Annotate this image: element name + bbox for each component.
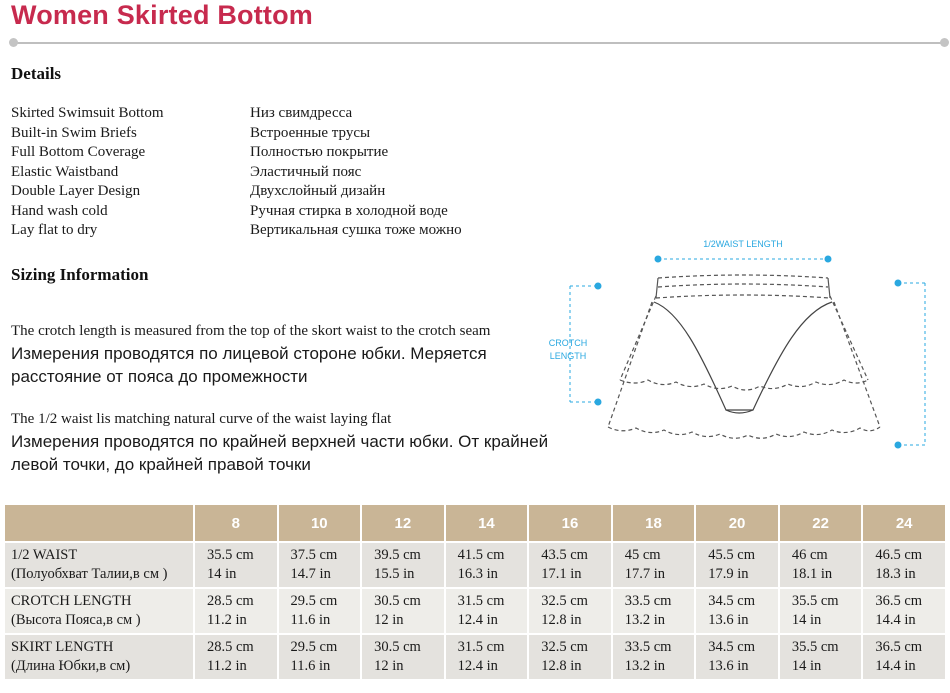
feature-en: Hand wash cold	[11, 202, 108, 219]
skirt-measure-dot-bottom	[895, 442, 901, 448]
size-chart-table	[3, 503, 947, 681]
size-header: 8	[195, 505, 277, 541]
skirt-measurement-diagram	[540, 232, 945, 457]
value-in: 12.8 in	[541, 658, 582, 674]
waist-description-ru-line: Измерения проводятся по крайней верхней части юбки. От крайней	[11, 432, 549, 451]
measurement-value	[446, 543, 528, 587]
feature-ru: Двухслойный дизайн	[250, 183, 386, 199]
table-row	[5, 543, 945, 587]
feature-ru: Полностью покрытие	[250, 144, 389, 160]
value-cm: 37.5 cm	[290, 547, 338, 563]
skirt-upper-right	[830, 296, 868, 380]
skirt-lower-hem	[608, 427, 880, 438]
value-cm: 32.5 cm	[541, 593, 588, 609]
value-in: 11.2 in	[207, 612, 247, 628]
value-in: 14 in	[791, 658, 822, 674]
size-header-row	[5, 505, 945, 541]
value-in: 17.9 in	[708, 566, 749, 582]
value-cm: 46.5 cm	[875, 547, 923, 563]
value-cm: 35.5 cm	[791, 639, 839, 655]
table-row	[5, 589, 945, 633]
measurement-label-ru: (Высота Пояса,в см )	[11, 612, 141, 628]
waistband-bottom	[656, 295, 830, 298]
measurement-value	[696, 543, 778, 587]
skirt-measure-dot-top	[895, 280, 901, 286]
value-cm: 32.5 cm	[541, 639, 588, 655]
waist-description-en: The 1/2 waist lis matching natural curve of the waist laying flat	[11, 411, 392, 427]
value-cm: 35.5 cm	[207, 547, 254, 563]
value-cm: 35.5 cm	[791, 593, 839, 609]
value-in: 18.1 in	[791, 566, 833, 582]
measurement-value	[279, 589, 361, 633]
value-in: 11.2 in	[207, 658, 247, 674]
measurement-label	[5, 589, 193, 633]
measurement-value	[195, 589, 277, 633]
measurement-label-en: CROTCH LENGTH	[11, 593, 132, 609]
feature-en: Elastic Waistband	[11, 163, 119, 180]
divider-dot-right	[940, 38, 949, 47]
waist-description-ru	[11, 430, 548, 476]
skirt-upper-left	[620, 296, 656, 380]
value-cm: 36.5 cm	[875, 593, 923, 609]
value-in: 13.6 in	[708, 612, 749, 628]
measurement-value	[446, 589, 528, 633]
skirt-lower-right	[834, 302, 880, 427]
value-in: 13.2 in	[624, 612, 666, 628]
value-cm: 36.5 cm	[875, 639, 923, 655]
size-header: 10	[279, 505, 361, 541]
title-divider	[13, 42, 945, 44]
crotch-measure-dot-bottom	[595, 399, 601, 405]
size-header: 12	[362, 505, 444, 541]
measurement-label	[5, 635, 193, 679]
waistband-mid	[658, 284, 828, 287]
value-cm: 43.5 cm	[541, 547, 588, 563]
value-cm: 41.5 cm	[457, 547, 505, 563]
value-cm: 29.5 cm	[290, 593, 338, 609]
measurement-value	[195, 543, 277, 587]
value-in: 12 in	[374, 658, 404, 674]
value-cm: 45 cm	[624, 547, 661, 563]
skirt-lower-left	[608, 302, 652, 427]
table-row	[5, 635, 945, 679]
crotch-description-ru	[11, 342, 487, 388]
crotch-length-label-1: CROTCH	[548, 338, 588, 348]
measurement-value	[780, 635, 862, 679]
measurement-value	[696, 589, 778, 633]
measurement-value	[279, 543, 361, 587]
value-in: 12 in	[374, 612, 404, 628]
waist-measure-dot-right	[825, 256, 831, 262]
feature-en: Full Bottom Coverage	[11, 144, 146, 160]
measurement-value	[362, 635, 444, 679]
crotch-description-ru-line: Измерения проводятся по лицевой стороне юбки. Меряется	[11, 344, 487, 363]
divider-dot-left	[9, 38, 18, 47]
value-in: 13.2 in	[624, 658, 666, 674]
feature-ru: Ручная стирка в холодной воде	[250, 202, 448, 219]
page-title: Women Skirted Bottom	[11, 0, 314, 30]
value-cm: 46 cm	[791, 547, 828, 563]
features-list-ru	[250, 104, 462, 241]
value-cm: 45.5 cm	[708, 547, 755, 563]
measurement-value	[529, 543, 611, 587]
value-in: 14 in	[207, 566, 237, 582]
value-cm: 30.5 cm	[374, 639, 421, 655]
value-in: 15.5 in	[374, 566, 415, 582]
measurement-label-ru: (Длина Юбки,в см)	[11, 658, 131, 674]
measurement-value	[863, 543, 945, 587]
measurement-value	[529, 589, 611, 633]
value-in: 12.4 in	[457, 612, 498, 628]
header-corner	[5, 505, 193, 541]
size-header: 20	[696, 505, 778, 541]
skirt-upper-hem	[620, 380, 868, 390]
crotch-measure-dot-top	[595, 283, 601, 289]
feature-ru: Низ свимдресса	[250, 105, 353, 121]
measurement-label	[5, 543, 193, 587]
value-cm: 28.5 cm	[207, 639, 254, 655]
waist-measure-dot-left	[655, 256, 661, 262]
feature-ru: Вертикальная сушка тоже можно	[250, 222, 462, 238]
value-in: 13.6 in	[708, 658, 749, 674]
measurement-value	[195, 635, 277, 679]
crotch-description-en: The crotch length is measured from the top of the skort waist to the crotch seam	[11, 323, 491, 339]
sizing-heading: Sizing Information	[11, 265, 149, 284]
size-header: 18	[613, 505, 695, 541]
value-cm: 33.5 cm	[624, 593, 672, 609]
value-in: 14.4 in	[875, 658, 916, 674]
measurement-value	[362, 589, 444, 633]
features-list-en	[11, 104, 164, 241]
size-header: 24	[863, 505, 945, 541]
waist-description-ru-line: левой точки, до крайней правой точки	[11, 455, 311, 474]
value-in: 14.7 in	[290, 566, 331, 582]
value-in: 16.3 in	[457, 566, 498, 582]
value-in: 11.6 in	[290, 658, 331, 674]
measurement-value	[446, 635, 528, 679]
measurement-label-en: SKIRT LENGTH	[11, 639, 114, 655]
measurement-value	[780, 543, 862, 587]
measurement-label-en: 1/2 WAIST	[11, 547, 78, 563]
value-in: 17.1 in	[541, 566, 582, 582]
size-header: 22	[780, 505, 862, 541]
feature-en: Lay flat to dry	[11, 222, 98, 238]
size-header: 14	[446, 505, 528, 541]
measurement-value	[613, 543, 695, 587]
value-in: 18.3 in	[875, 566, 916, 582]
value-in: 17.7 in	[624, 566, 666, 582]
size-header: 16	[529, 505, 611, 541]
value-in: 12.4 in	[457, 658, 498, 674]
feature-en: Built-in Swim Briefs	[11, 124, 137, 141]
feature-ru: Встроенные трусы	[250, 124, 371, 141]
details-heading: Details	[11, 64, 62, 83]
measurement-value	[696, 635, 778, 679]
brief-outline	[654, 302, 832, 410]
value-cm: 31.5 cm	[457, 639, 505, 655]
value-cm: 39.5 cm	[374, 547, 421, 563]
waist-length-label: 1/2WAIST LENGTH	[703, 239, 783, 249]
value-cm: 30.5 cm	[374, 593, 421, 609]
value-cm: 29.5 cm	[290, 639, 338, 655]
measurement-value	[529, 635, 611, 679]
value-cm: 34.5 cm	[708, 639, 755, 655]
value-in: 11.6 in	[290, 612, 331, 628]
value-cm: 33.5 cm	[624, 639, 672, 655]
waistband-top	[658, 275, 828, 278]
value-in: 12.8 in	[541, 612, 582, 628]
measurement-label-ru: (Полуобхват Талии,в см )	[11, 566, 168, 582]
value-cm: 34.5 cm	[708, 593, 755, 609]
feature-en: Skirted Swimsuit Bottom	[11, 105, 164, 121]
crotch-length-label-2: LENGTH	[549, 351, 587, 361]
value-cm: 28.5 cm	[207, 593, 254, 609]
measurement-value	[613, 589, 695, 633]
waistband-side-left	[656, 278, 658, 298]
measurement-value	[362, 543, 444, 587]
measurement-value	[780, 589, 862, 633]
feature-en: Double Layer Design	[11, 183, 141, 199]
measurement-value	[863, 589, 945, 633]
measurement-value	[279, 635, 361, 679]
feature-ru: Эластичный пояс	[250, 163, 362, 180]
waistband-side-right	[828, 278, 830, 298]
measurement-value	[863, 635, 945, 679]
measurement-value	[613, 635, 695, 679]
value-cm: 31.5 cm	[457, 593, 505, 609]
crotch-description-ru-line: расстояние от пояса до промежности	[11, 367, 308, 386]
value-in: 14.4 in	[875, 612, 916, 628]
value-in: 14 in	[791, 612, 822, 628]
